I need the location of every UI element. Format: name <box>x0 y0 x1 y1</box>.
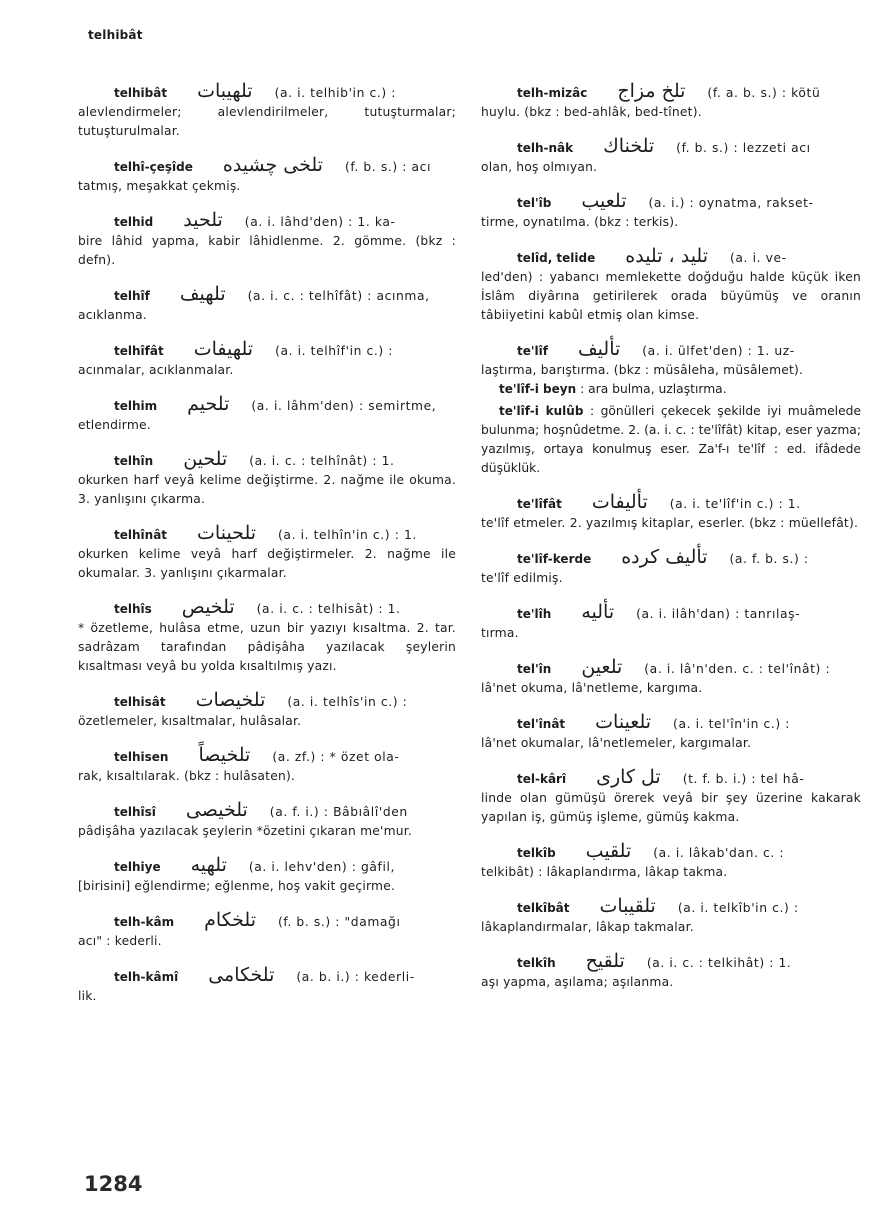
etymology: (a. i. c. : telhînât) : 1. <box>249 454 395 468</box>
headword: telhiye <box>114 860 161 874</box>
entry-head <box>78 909 456 932</box>
etymology: (f. a. b. s.) : kötü <box>707 86 821 100</box>
definition: lâ'net okuma, lâ'netleme, kargıma. <box>481 681 703 695</box>
definition: rak, kısaltılarak. (bkz : hulâsaten). <box>78 769 296 783</box>
sub-headword: te'lîf-i beyn <box>499 382 577 396</box>
headword: telhînât <box>114 528 168 542</box>
arabic-script: تلهيفات <box>193 338 254 360</box>
etymology: (a. i. lehv'den) : gâfil, <box>248 860 396 874</box>
entry-head <box>78 596 456 619</box>
dictionary-entry <box>481 338 861 478</box>
headword: tel'îb <box>517 196 552 210</box>
arabic-script: تلعين <box>581 656 623 678</box>
entry-head <box>78 393 456 416</box>
etymology: (a. f. b. s.) : <box>729 552 809 566</box>
entry-head <box>481 766 861 789</box>
dictionary-entry <box>481 491 861 533</box>
etymology: (a. i. lâhm'den) : semirtme, <box>251 399 437 413</box>
entry-head <box>78 154 456 177</box>
entry-head <box>78 854 456 877</box>
arabic-script: تل كارى <box>596 766 661 788</box>
running-head: telhibât <box>88 28 143 42</box>
etymology: (f. b. s.) : lezzeti acı <box>676 141 811 155</box>
definition: pâdişâha yazılacak şeylerin *özetini çıkaran me'mur. <box>78 824 413 838</box>
entry-head <box>481 950 861 973</box>
arabic-script: تلخى چشيده <box>222 154 323 176</box>
headword: telh-kâm <box>114 915 175 929</box>
headword: te'lîf <box>517 344 548 358</box>
arabic-script: تلخيصى <box>185 799 248 821</box>
dictionary-entry <box>78 854 456 896</box>
etymology: (f. b. s.) : "damağı <box>277 915 401 929</box>
definition: lik. <box>78 989 97 1003</box>
entry-head <box>481 491 861 514</box>
entry-head <box>78 964 456 987</box>
entry-head <box>78 799 456 822</box>
dictionary-entry <box>481 601 861 643</box>
dictionary-entry <box>481 245 861 325</box>
etymology: (a. i. telhib'in c.) : <box>274 86 396 100</box>
dictionary-entry <box>78 338 456 380</box>
headword: tel'în <box>517 662 552 676</box>
arabic-script: تلهيبات <box>197 80 253 102</box>
headword: te'lîh <box>517 607 552 621</box>
headword: telh-mizâc <box>517 86 588 100</box>
definition: huylu. (bkz : bed-ahlâk, bed-tînet). <box>481 105 702 119</box>
dictionary-entry <box>481 766 861 827</box>
etymology: (a. i. c. : telhisât) : 1. <box>256 602 401 616</box>
dictionary-entry <box>481 895 861 937</box>
arabic-script: تأليفات <box>591 491 648 513</box>
definition: lâ'net okumalar, lâ'netlemeler, kargımalar. <box>481 736 752 750</box>
arabic-script: تلخناك <box>603 135 655 157</box>
dictionary-entry <box>481 840 861 882</box>
etymology: (a. i. telhîf'in c.) : <box>275 344 394 358</box>
definition: led'den) : yabancı memlekette doğduğu halde küçük iken İslâm diyârına getirilerek orada büyümüş ve oranın tâbiiyetini kabûl etmiş olan kimse. <box>481 270 861 322</box>
etymology: (a. i. lâ'n'den. c. : tel'înât) : <box>644 662 831 676</box>
entry-head <box>481 338 861 361</box>
etymology: (a. i. ve- <box>730 251 787 265</box>
definition: etlendirme. <box>78 418 151 432</box>
definition: olan, hoş olmıyan. <box>481 160 598 174</box>
arabic-script: تلقيب <box>585 840 632 862</box>
definition: tatmış, meşakkat çekmiş. <box>78 179 241 193</box>
dictionary-entry <box>78 596 456 676</box>
definition: tırma. <box>481 626 519 640</box>
headword: telhî-çeşîde <box>114 160 193 174</box>
entry-head <box>481 656 861 679</box>
etymology: (a. i. c. : telkihât) : 1. <box>646 956 792 970</box>
entry-head <box>481 245 861 268</box>
definition: lâkaplandırmalar, lâkap takmalar. <box>481 920 694 934</box>
dictionary-entry <box>78 799 456 841</box>
entry-head <box>78 744 456 767</box>
headword: telhibât <box>114 86 168 100</box>
sub-headword: te'lîf-i kulûb <box>499 404 584 418</box>
definition: [birisini] eğlendirme; eğlenme, hoş vakit geçirme. <box>78 879 396 893</box>
definition: özetlemeler, kısaltmalar, hulâsalar. <box>78 714 302 728</box>
entry-head <box>481 601 861 624</box>
etymology: (t. f. b. i.) : tel hâ- <box>682 772 805 786</box>
arabic-script: تلقيبات <box>599 895 656 917</box>
left-column <box>78 80 456 1019</box>
entry-head <box>78 283 456 306</box>
headword: telhîfât <box>114 344 164 358</box>
headword: telîd, telide <box>517 251 596 265</box>
entry-head <box>78 209 456 232</box>
headword: telkîh <box>517 956 556 970</box>
dictionary-entry <box>481 190 861 232</box>
etymology: (a. i. telhîn'in c.) : 1. <box>278 528 417 542</box>
etymology: (a. i. tel'în'in c.) : <box>673 717 791 731</box>
definition: tirme, oynatılma. (bkz : terkis). <box>481 215 679 229</box>
right-column <box>481 80 861 1005</box>
entry-head <box>78 448 456 471</box>
etymology: (a. i. c. : telhîfât) : acınma, <box>247 289 430 303</box>
headword: telkîbât <box>517 901 570 915</box>
entry-head <box>78 522 456 545</box>
entry-head <box>481 135 861 158</box>
dictionary-entry <box>481 135 861 177</box>
arabic-script: تلهيف <box>179 283 226 305</box>
entry-head <box>481 80 861 103</box>
arabic-script: تلعينات <box>595 711 652 733</box>
sub-definition: : ara bulma, uzlaştırma. <box>580 382 727 396</box>
definition: te'lîf etmeler. 2. yazılmış kitaplar, eserler. (bkz : müellefât). <box>481 516 859 530</box>
headword: telhid <box>114 215 154 229</box>
dictionary-entry <box>78 448 456 509</box>
headword: telhisen <box>114 750 169 764</box>
definition: te'lîf edilmiş. <box>481 571 563 585</box>
entry-head <box>78 689 456 712</box>
dictionary-entry <box>78 209 456 270</box>
entry-head <box>481 190 861 213</box>
arabic-script: تلخيصاً <box>198 744 251 766</box>
arabic-script: تلقيح <box>585 950 625 972</box>
dictionary-entry <box>481 80 861 122</box>
headword: tel'înât <box>517 717 566 731</box>
etymology: (a. i. lâhd'den) : 1. ka- <box>244 215 396 229</box>
headword: telhisât <box>114 695 166 709</box>
sub-entry <box>481 380 861 399</box>
definition: acınmalar, acıklanmalar. <box>78 363 234 377</box>
definition: acıklanma. <box>78 308 148 322</box>
dictionary-entry <box>481 950 861 992</box>
headword: telhim <box>114 399 158 413</box>
arabic-script: تأليف <box>578 338 621 360</box>
page-number: 1284 <box>84 1172 143 1196</box>
definition: aşı yapma, aşılama; aşılanma. <box>481 975 674 989</box>
arabic-script: تلعيب <box>581 190 627 212</box>
dictionary-entry <box>481 656 861 698</box>
entry-head <box>481 840 861 863</box>
arabic-script: تلخ مزاج <box>617 80 686 102</box>
arabic-script: تلهيه <box>190 854 227 876</box>
sub-definition: : gönülleri çekecek şekilde iyi muâmelede bulunma; hoşnûdetme. 2. (a. i. c. : te'lîfât) kitap, eser yazma; yazılmış, ortaya konulmuş eser. Za'f-ı te'lîf : ed. ifâdede düşüklük. <box>481 404 862 475</box>
arabic-script: تأليف كرده <box>621 546 708 568</box>
headword: te'lîf-kerde <box>517 552 592 566</box>
dictionary-entry <box>78 964 456 1006</box>
dictionary-entry <box>78 909 456 951</box>
dictionary-entry <box>481 711 861 753</box>
etymology: (a. i. telkîb'in c.) : <box>677 901 799 915</box>
entry-head <box>78 80 456 103</box>
entry-head <box>481 711 861 734</box>
dictionary-entry <box>78 283 456 325</box>
sub-entry <box>481 402 861 478</box>
headword: telhîn <box>114 454 154 468</box>
headword: te'lîfât <box>517 497 562 511</box>
etymology: (a. i. te'lîf'in c.) : 1. <box>669 497 801 511</box>
headword: telh-kâmî <box>114 970 179 984</box>
dictionary-entry <box>78 393 456 435</box>
definition: telkibât) : lâkaplandırma, lâkap takma. <box>481 865 728 879</box>
definition: okurken harf veyâ kelime değiştirme. 2. nağme ile okuma. 3. yanlışını çıkarma. <box>78 473 456 506</box>
headword: telhîf <box>114 289 150 303</box>
arabic-script: تلخكام <box>204 909 256 931</box>
dictionary-entry <box>481 546 861 588</box>
arabic-script: تلحيم <box>187 393 230 415</box>
dictionary-entry <box>78 744 456 786</box>
arabic-script: تلحين <box>183 448 228 470</box>
definition: bire lâhid yapma, kabir lâhidlenme. 2. gömme. (bkz : defn). <box>78 234 456 267</box>
etymology: (a. zf.) : * özet ola- <box>272 750 400 764</box>
arabic-script: تأليه <box>581 601 615 623</box>
dictionary-entry <box>78 80 456 141</box>
dictionary-entry <box>78 154 456 196</box>
etymology: (a. i. lâkab'dan. c. : <box>653 846 785 860</box>
entry-head <box>481 546 861 569</box>
headword: tel-kârî <box>517 772 567 786</box>
entry-head <box>78 338 456 361</box>
definition: laştırma, barıştırma. (bkz : müsâleha, müsâlemet). <box>481 363 804 377</box>
entry-head <box>481 895 861 918</box>
arabic-script: تلخيص <box>181 596 235 618</box>
definition: okurken kelime veyâ harf değiştirmeler. 2. nağme ile okumalar. 3. yanlışını çıkarmalar. <box>78 547 456 580</box>
definition: alevlendirmeler; alevlendirilmeler, tutuşturmalar; tutuşturulmalar. <box>78 105 456 138</box>
etymology: (a. f. i.) : Bâbıâlî'den <box>269 805 408 819</box>
arabic-script: تلحينات <box>197 522 257 544</box>
definition: acı" : kederli. <box>78 934 162 948</box>
headword: telhîsî <box>114 805 156 819</box>
etymology: (a. b. i.) : kederli- <box>296 970 415 984</box>
etymology: (a. i. telhîs'in c.) : <box>287 695 408 709</box>
arabic-script: تلخيصات <box>195 689 266 711</box>
definition: * özetleme, hulâsa etme, uzun bir yazıyı kısaltma. 2. tar. sadrâzam tarafından pâdişâha yazılacak şeylerin kısaltması veyâ bu yolda kısaltılmış yazı. <box>78 621 456 673</box>
etymology: (f. b. s.) : acı <box>344 160 432 174</box>
headword: telhîs <box>114 602 152 616</box>
arabic-script: تلحيد <box>183 209 223 231</box>
definition: linde olan gümüşü örerek veyâ bir şey üzerine kakarak yapılan iş, gümüş işleme, gümüş kakma. <box>481 791 861 824</box>
arabic-script: تليد ، تليده <box>625 245 709 267</box>
arabic-script: تلخكامى <box>208 964 275 986</box>
dictionary-entry <box>78 689 456 731</box>
headword: telh-nâk <box>517 141 574 155</box>
etymology: (a. i. ilâh'dan) : tanrılaş- <box>636 607 801 621</box>
headword: telkîb <box>517 846 556 860</box>
dictionary-entry <box>78 522 456 583</box>
etymology: (a. i. ülfet'den) : 1. uz- <box>642 344 795 358</box>
etymology: (a. i.) : oynatma, rakset- <box>648 196 814 210</box>
